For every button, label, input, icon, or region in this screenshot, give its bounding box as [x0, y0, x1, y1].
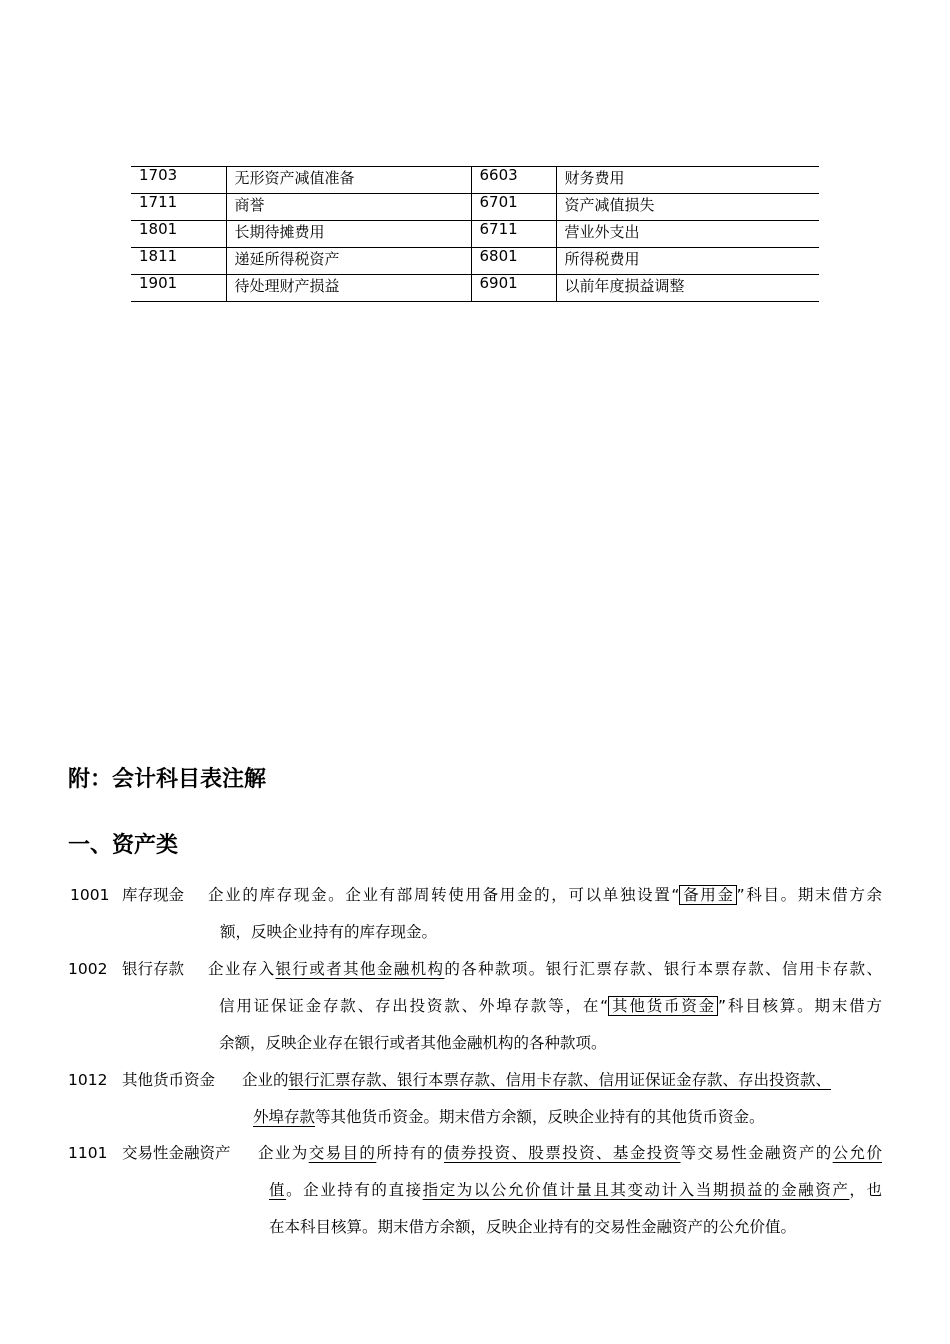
entry-1012 [68, 1062, 882, 1136]
account-code: 6701 [471, 194, 556, 221]
boxed-term: 备用金 [681, 886, 735, 904]
underlined-term: 银行或者其他金融机构 [275, 960, 445, 978]
entry-description-line: 外埠存款等其他货币资金。期末借方余额，反映企业持有的其他货币资金。 [253, 1108, 765, 1126]
notes-title: 附：会计科目表注解 [68, 767, 267, 792]
account-name: 以前年度损益调整 [556, 275, 819, 302]
account-name: 财务费用 [556, 167, 819, 194]
entry-description-line: 信用证保证金存款、存出投资款、外埠存款等，在“ 其他货币资金 ”科目核算。期末借方 [219, 997, 882, 1015]
underlined-term: 外埠存款 [253, 1108, 316, 1126]
underlined-term: 值 [269, 1181, 287, 1199]
account-name: 商誉 [226, 194, 471, 221]
entry-1001 [68, 877, 882, 951]
account-code: 1703 [131, 167, 226, 194]
underlined-term: 债券投资、股票投资、基金投资 [443, 1144, 681, 1162]
account-code: 6801 [471, 248, 556, 275]
account-name: 无形资产减值准备 [226, 167, 471, 194]
entry-description-line: 在本科目核算。期末借方余额，反映企业持有的交易性金融资产的公允价值。 [269, 1218, 797, 1236]
underlined-term: 公允价 [832, 1144, 882, 1162]
entry-code: 1101 [68, 1144, 108, 1162]
account-code: 1801 [131, 221, 226, 248]
account-name: 长期待摊费用 [226, 221, 471, 248]
account-code: 6901 [471, 275, 556, 302]
entry-title: 库存现金 [122, 886, 185, 904]
entry-description-line: 额，反映企业持有的库存现金。 [220, 923, 438, 941]
entry-description: 企业的库存现金。企业有部周转使用备用金的，可以单独设置“ 备用金 ”科目。期末借方余 [208, 886, 882, 904]
entry-description: 企业的银行汇票存款、银行本票存款、信用卡存款、信用证保证金存款、存出投资款、 [242, 1071, 832, 1089]
account-name: 所得税费用 [556, 248, 819, 275]
entry-title: 交易性金融资产 [122, 1144, 231, 1162]
entry-title: 银行存款 [122, 960, 185, 978]
table-row [131, 194, 819, 221]
account-code: 1711 [131, 194, 226, 221]
underlined-term: 交易目的 [308, 1144, 377, 1162]
account-code-table [131, 166, 819, 302]
account-code: 6711 [471, 221, 556, 248]
entry-1002 [68, 951, 882, 1062]
account-code: 6603 [471, 167, 556, 194]
entry-code: 1001 [70, 886, 110, 904]
section-title: 一、资产类 [68, 833, 179, 858]
account-name: 待处理财产损益 [226, 275, 471, 302]
entry-description: 企业存入银行或者其他金融机构的各种款项。银行汇票存款、银行本票存款、信用卡存款、 [208, 960, 882, 978]
table-row [131, 167, 819, 194]
account-name: 资产减值损失 [556, 194, 819, 221]
entry-code: 1012 [68, 1071, 108, 1089]
entry-description: 企业为交易目的所持有的债券投资、股票投资、基金投资等交易性金融资产的公允价 [258, 1144, 882, 1162]
account-name: 递延所得税资产 [226, 248, 471, 275]
entry-code: 1002 [68, 960, 108, 978]
account-code: 1901 [131, 275, 226, 302]
entry-description-line: 值。企业持有的直接指定为以公允价值计量且其变动计入当期损益的金融资产，也 [269, 1181, 882, 1199]
underlined-term: 银行汇票存款、银行本票存款、信用卡存款、信用证保证金存款、存出投资款、 [288, 1071, 832, 1089]
account-code: 1811 [131, 248, 226, 275]
table-row [131, 221, 819, 248]
entry-1101 [68, 1135, 882, 1246]
underlined-term: 指定为以公允价值计量且其变动计入当期损益的金融资产 [422, 1181, 850, 1199]
boxed-term: 其他货币资金 [610, 997, 717, 1015]
entry-title: 其他货币资金 [122, 1071, 216, 1089]
account-name: 营业外支出 [556, 221, 819, 248]
table-row [131, 248, 819, 275]
table-row [131, 275, 819, 302]
entry-description-line: 余额，反映企业存在银行或者其他金融机构的各种款项。 [219, 1034, 607, 1052]
